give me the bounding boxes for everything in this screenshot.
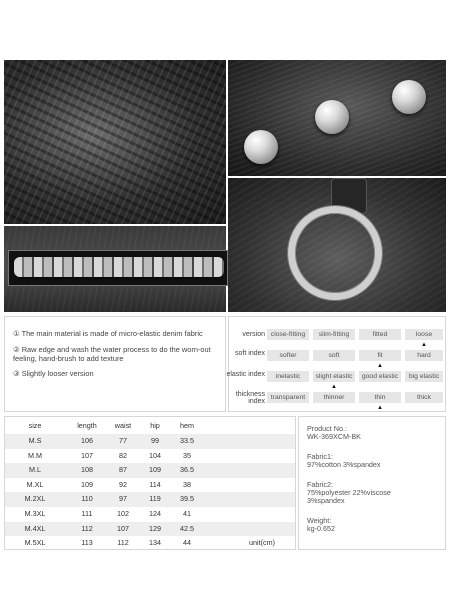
waist-cell: 102 [117,509,129,518]
elastic-option: inelastic [267,371,309,382]
index-scales-panel [228,316,446,412]
thickness-option: transparent [267,392,309,403]
length-cell: 106 [81,436,93,445]
size-cell: M.M [28,450,42,460]
length-cell: 111 [81,509,93,518]
column-header: hem [180,421,194,430]
thickness-option: thin [359,392,401,403]
column-header: hip [150,421,160,430]
elastic-option: good elastic [359,371,401,382]
soft-option: hard [405,350,443,361]
hip-cell: 129 [149,523,161,533]
hem-cell: 35 [183,450,191,460]
waist-cell: 82 [119,450,127,460]
version-selected-marker-icon: ▲ [421,342,427,348]
unit-label: unit(cm) [249,538,275,548]
waist-cell: 107 [117,523,129,533]
soft-option: fit [359,350,401,361]
soft-index-label: soft index [235,350,265,357]
weight-label: Weight: [307,516,332,525]
hem-cell: 44 [183,538,191,548]
thickness-index-label: thickness index [235,391,265,405]
thickness-option: thick [405,392,443,403]
hip-cell: 134 [149,538,161,548]
version-option: slim-fitting [313,329,355,340]
hip-cell: 119 [149,494,161,504]
column-header: waist [114,421,132,430]
o-ring-icon [288,206,382,300]
size-cell: M.3XL [24,509,46,518]
length-cell: 112 [81,523,93,533]
hem-cell: 41 [183,509,191,518]
table-row [5,536,295,551]
size-cell: M.4XL [24,523,46,533]
table-row [5,434,295,449]
stud-icon [315,100,349,134]
length-cell: 109 [81,479,93,489]
fabric1-label: Fabric1: [307,452,333,461]
waist-cell: 87 [119,465,127,475]
elastic-selected-marker-icon: ▲ [331,384,337,390]
fabric2-value-line1: 75%polyester 22%viscose [307,488,391,497]
table-row [5,492,295,507]
size-cell: M.L [29,465,41,475]
hip-cell: 109 [149,465,161,475]
table-row [5,522,295,537]
weight-value: kg-0.652 [307,524,335,533]
table-row [5,463,295,478]
version-option: fitted [359,329,401,340]
chain-icon [14,257,224,277]
waist-cell: 92 [119,479,127,489]
stud-icon [392,80,426,114]
elastic-option: slight elastic [313,371,355,382]
length-cell: 107 [81,450,93,460]
size-cell: M.S [28,436,42,445]
version-option: close-fitting [267,329,309,340]
column-header: length [77,421,97,430]
fabric1-value: 97%cotton 3%spandex [307,460,381,469]
table-row [5,449,295,464]
size-cell: M.2XL [24,494,46,504]
length-cell: 108 [81,465,93,475]
version-label: version [242,331,265,338]
column-header: size [28,421,42,430]
hip-cell: 104 [149,450,161,460]
elastic-option: big elastic [405,371,443,382]
elastic-index-label: elastic index [226,371,265,378]
table-row [5,478,295,493]
hip-cell: 124 [149,509,161,518]
length-cell: 110 [81,494,93,504]
soft-selected-marker-icon: ▲ [377,363,383,369]
hem-cell: 39.5 [180,494,194,504]
thickness-option: thinner [313,392,355,403]
hem-cell: 36.5 [180,465,194,475]
hem-cell: 42.5 [180,523,194,533]
description-item-3: ③ Slightly looser version [13,369,94,378]
waist-cell: 97 [119,494,127,504]
fabric2-label: Fabric2: [307,480,333,489]
description-panel [4,316,226,412]
length-cell: 113 [81,538,93,548]
version-option: loose [405,329,443,340]
distressed-denim-photo [4,60,226,224]
soft-option: softer [267,350,309,361]
fabric2-value-line2: 3%spandex [307,496,345,505]
size-chart-header [5,419,295,434]
thickness-selected-marker-icon: ▲ [377,405,383,411]
hem-cell: 33.5 [180,436,194,445]
description-item-2: ② Raw edge and wash the water process to do the worn-out feeling, hand-brush to add texture [13,345,211,363]
product-no-value: WK-369XCM-BK [307,432,361,441]
size-cell: M.XL [26,479,44,489]
stud-icon [244,130,278,164]
waist-cell: 112 [117,538,129,548]
product-info-panel [298,416,446,550]
size-cell: M.5XL [24,538,46,548]
product-no-label: Product No.: [307,424,347,433]
description-item-1: ① The main material is made of micro-elastic denim fabric [13,329,203,338]
hip-cell: 114 [149,479,161,489]
soft-option: soft [313,350,355,361]
hip-cell: 99 [151,436,159,445]
hem-cell: 38 [183,479,191,489]
table-row [5,507,295,522]
size-chart [4,416,296,550]
waist-cell: 77 [119,436,127,445]
